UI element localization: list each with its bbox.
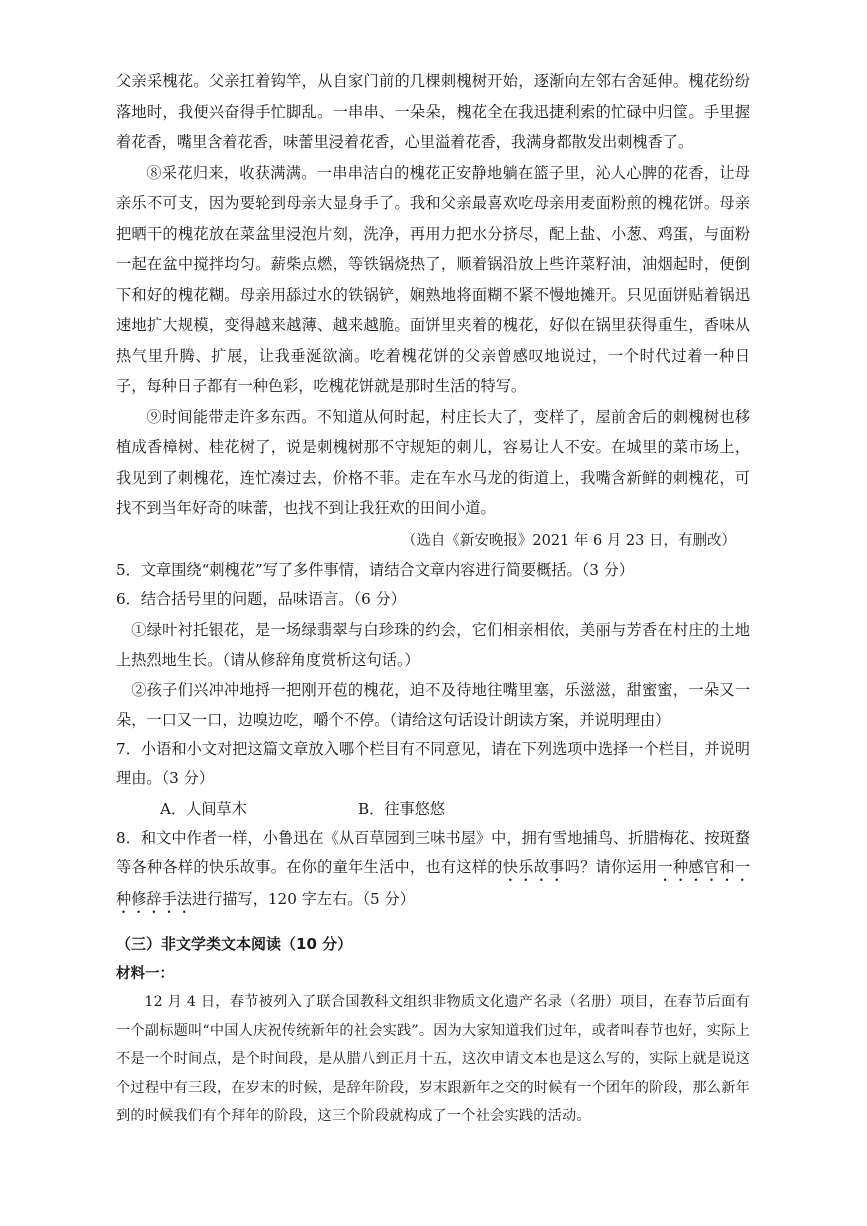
question-6-item-1: ①绿叶衬托银花，是一场绿翡翠与白珍珠的约会，它们相亲相依，美丽与芳香在村庄的土地上热烈地生长。（请从修辞角度赏析这句话。）	[116, 620, 750, 669]
question-6: 6．结合括号里的问题，品味语言。（6 分）	[116, 590, 406, 608]
question-8-emphasis-2: 一种感官和一种修辞手法	[116, 858, 751, 908]
article-paragraph-7: 父亲采槐花。父亲扛着钩竿，从自家门前的几棵刺槐树开始，逐渐向左邻右舍延伸。槐花纷纷落地时，我便兴奋得手忙脚乱。一串串、一朵朵，槐花全在我迅捷利索的忙碌中归筐。手里握着花香，嘴里含着花香，味蕾里浸着花香，心里溢着花香，我满身都散发出刺槐香了。	[116, 72, 750, 151]
article-paragraph-8: ⑧采花归来，收获满满。一串串洁白的槐花正安静地躺在篮子里，沁人心脾的花香，让母亲乐不可支，因为要轮到母亲大显身手了。我和父亲最喜欢吃母亲用麦面粉煎的槐花饼。母亲把晒干的槐花放在菜盆里浸泡片刻，洗净，再用力把水分挤尽，配上盐、小葱、鸡蛋，与面粉一起在盆中搅拌均匀。薪柴点燃，等铁锅烧热了，顺着锅沿放上些许菜籽油，油烟起时，便倒下和好的槐花糊。母亲用舔过水的铁锅铲，娴熟地将面糊不紧不慢地摊开。只见面饼贴着锅迅速地扩大规模，变得越来越薄、越来越脆。面饼里夹着的槐花，好似在锅里获得重生，香味从热气里升腾、扩展，让我垂涎欲滴。吃着槐花饼的父亲曾感叹地说过，一个时代过着一种日子，每种日子都有一种色彩，吃槐花饼就是那时生活的特写。	[116, 163, 750, 395]
article-source: （选自《新安晚报》2021 年 6 月 23 日，有删改）	[401, 532, 736, 549]
material-1-title: 材料一：	[116, 966, 174, 982]
question-7-option-b: B．往事悠悠	[358, 799, 446, 818]
question-7: 7．小语和小文对把这篇文章放入哪个栏目有不同意见，请在下列选项中选择一个栏目，并说明理由。（3 分）	[116, 739, 750, 787]
article-paragraph-9: ⑨时间能带走许多东西。不知道从何时起，村庄长大了，变样了，屋前舍后的刺槐树也移植成香樟树、桂花树了，说是刺槐树那不守规矩的刺儿，容易让人不安。在城里的菜市场上，我见到了刺槐花，连忙凑过去，价格不菲。走在车水马龙的街道上，我嘴含新鲜的刺槐花，可找不到当年好奇的味蕾，也找不到让我狂欢的田间小道。	[116, 407, 750, 517]
question-8	[116, 824, 750, 918]
question-8-text-1: 8．和文中作者一样，小鲁迅在《从百草园到三味书屋》中，拥有雪地捕鸟、折腊梅花、按斑蝥等各种各样的快乐故事。在你的童年生活中，也有这样的	[116, 828, 750, 876]
section-3-title: （三）非文学类文本阅读（10 分）	[116, 935, 353, 953]
question-8-text-2: 吗？请你运用	[564, 858, 658, 876]
question-8-emphasis-1: 快乐故事	[502, 858, 565, 876]
question-7-options	[116, 794, 750, 824]
question-6-item-2: ②孩子们兴冲冲地捋一把刚开苞的槐花，迫不及待地往嘴里塞，乐滋滋，甜蜜蜜，一朵又一朵，一口又一口，边嗅边吃，嚼个不停。（请给这句话设计朗读方案，并说明理由）	[116, 680, 750, 729]
question-8-text-3: 进行描写，120 字左右。（5 分）	[191, 890, 415, 908]
material-1-text: 12 月 4 日，春节被列入了联合国教科文组织非物质文化遗产名录（名册）项目，在春节后面有一个副标题叫“中国人庆祝传统新年的社会实践”。因为大家知道我们过年，或者叫春节也好，实际上不是一个时间点，是个时间段，是从腊八到正月十五，这次申请文本也是这么写的，实际上就是说这个过程中有三段，在岁末的时候，是辞年阶段，岁末跟新年之交的时候有一个团年的阶段，那么新年到的时候我们有个拜年的阶段，这三个阶段就构成了一个社会实践的活动。	[116, 994, 750, 1125]
question-5: 5．文章围绕“刺槐花”写了多件事情，请结合文章内容进行简要概括。（3 分）	[116, 560, 635, 579]
question-7-option-a: A．人间草木	[160, 799, 247, 818]
exam-page	[116, 66, 750, 1131]
